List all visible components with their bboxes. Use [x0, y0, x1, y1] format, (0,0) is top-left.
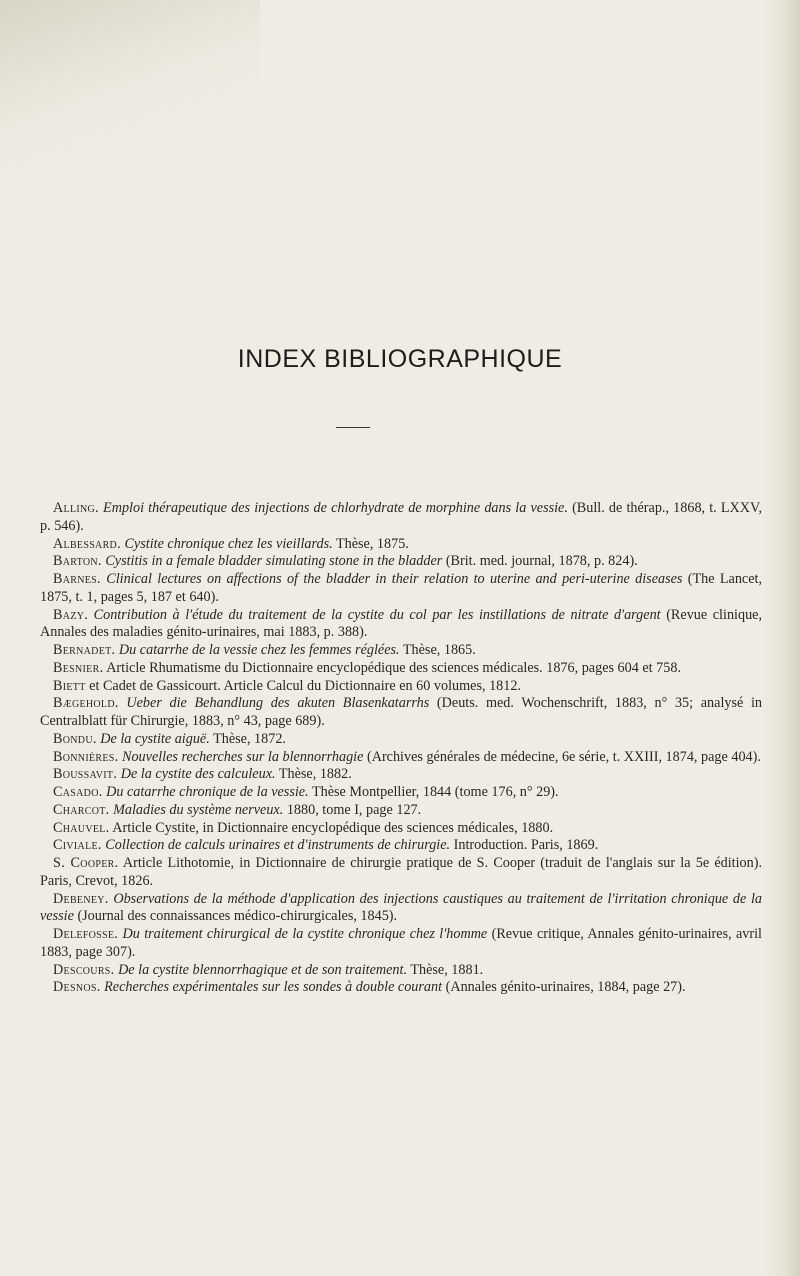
- entry-details: (Journal des connaissances médico-chirurgicales, 1845).: [77, 908, 398, 925]
- entry-author: Bondu.: [53, 730, 97, 747]
- entry-author: Barnes.: [53, 571, 101, 587]
- entry-author: Descours.: [53, 961, 115, 978]
- entry-details: (Brit. med. journal, 1878, p. 824).: [445, 553, 638, 570]
- bibliography-entry: [40, 500, 762, 536]
- entry-details: 1880, tome I, page 127.: [286, 801, 422, 818]
- bibliography-entry: [40, 678, 762, 696]
- entry-title: De la cystite blennorrhagique et de son traitement.: [118, 961, 408, 978]
- entry-author: Delefosse.: [53, 926, 119, 942]
- entry-title: Clinical lectures on affections of the bladder in their relation to uterine and peri-uterine diseases: [106, 571, 683, 587]
- entry-author: Charcot.: [53, 801, 110, 818]
- entry-title: Recherches expérimentales sur les sondes à double courant: [104, 979, 443, 996]
- bibliography-list: [40, 500, 762, 997]
- entry-author: Barton.: [53, 553, 102, 570]
- entry-author: Bernadet.: [53, 642, 116, 658]
- entry-author: S. Cooper.: [53, 855, 119, 871]
- bibliography-entry: [40, 926, 762, 962]
- entry-details: Thèse, 1882.: [278, 766, 352, 783]
- bibliography-entry: [40, 731, 762, 749]
- paper-fold-shadow: [0, 0, 260, 200]
- bibliography-entry: [40, 855, 762, 891]
- entry-title: De la cystite des calculeux.: [120, 766, 276, 783]
- bibliography-entry: [40, 820, 762, 838]
- entry-details: Thèse, 1872.: [213, 730, 286, 747]
- entry-details: (Revue clinique, Annales des maladies génito-urinaires, mai 1883, p. 388).: [40, 606, 763, 641]
- entry-details: Introduction. Paris, 1869.: [453, 837, 599, 854]
- entry-details: Thèse, 1875.: [335, 535, 409, 552]
- entry-title: Collection de calculs urinaires et d'instruments de chirurgie.: [105, 837, 451, 854]
- entry-title: Emploi thérapeutique des injections de chlorhydrate de morphine dans la vessie.: [103, 500, 568, 516]
- entry-author: Bazy.: [53, 606, 89, 623]
- entry-author: Albessard.: [53, 535, 121, 552]
- entry-title: Ueber die Behandlung des akuten Blasenkatarrhs: [126, 695, 430, 712]
- bibliography-entry: [40, 837, 762, 855]
- title-divider: [336, 427, 370, 428]
- entry-details: (Revue critique, Annales génito-urinaires, avril 1883, page 307).: [40, 926, 762, 960]
- entry-title: Maladies du système nerveux.: [113, 801, 284, 818]
- entry-author: Besnier.: [53, 659, 104, 676]
- bibliography-entry: [40, 571, 762, 607]
- entry-details: (Annales génito-urinaires, 1884, page 27).: [445, 979, 686, 996]
- entry-author: Bonnières.: [53, 748, 119, 765]
- entry-author: Civiale.: [53, 837, 102, 854]
- bibliography-entry: [40, 979, 762, 997]
- entry-details: Thèse, 1881.: [410, 961, 484, 978]
- bibliography-entry: [40, 607, 762, 643]
- entry-title: Du catarrhe de la vessie chez les femmes réglées.: [118, 642, 400, 658]
- entry-title: Cystite chronique chez les vieillards.: [124, 535, 333, 552]
- entry-author: Alling.: [53, 500, 99, 516]
- bibliography-entry: [40, 784, 762, 802]
- entry-details: (The Lancet, 1875, t. 1, pages 5, 187 et 640).: [40, 571, 763, 605]
- bibliography-entry: [40, 891, 762, 927]
- entry-details: (Archives générales de médecine, 6e série, t. XXIII, 1874, page 404).: [366, 748, 761, 765]
- entry-author: Debeney.: [53, 890, 109, 907]
- entry-details: Article Cystite, in Dictionnaire encyclopédique des sciences médicales, 1880.: [112, 819, 554, 836]
- bibliography-entry: [40, 536, 762, 554]
- entry-title: Contribution à l'étude du traitement de la cystite du col par les instillations de nitrate d'argent: [93, 606, 661, 623]
- bibliography-entry: [40, 749, 762, 767]
- entry-details: et Cadet de Gassicourt. Article Calcul du Dictionnaire en 60 volumes, 1812.: [89, 677, 521, 694]
- page-edge-shadow: [762, 0, 800, 1276]
- bibliography-entry: [40, 642, 762, 660]
- entry-author: Casado.: [53, 784, 103, 800]
- entry-author: Bægehold.: [53, 695, 119, 712]
- entry-details: Thèse, 1865.: [402, 642, 476, 658]
- bibliography-entry: [40, 962, 762, 980]
- bibliography-entry: [40, 660, 762, 678]
- bibliography-entry: [40, 553, 762, 571]
- entry-title: De la cystite aiguë.: [100, 730, 210, 747]
- entry-details: Thèse Montpellier, 1844 (tome 176, n° 29).: [311, 784, 559, 800]
- entry-author: Desnos.: [53, 979, 101, 996]
- entry-details: (Deuts. med. Wochenschrift, 1883, n° 35; analysé in Centralblatt für Chirurgie, 1883, n° 43, page 689).: [40, 695, 762, 729]
- entry-details: Article Rhumatisme du Dictionnaire encyclopédique des sciences médicales. 1876, pages 604 et 758.: [106, 659, 682, 676]
- entry-author: Biett: [53, 677, 86, 694]
- entry-details: (Bull. de thérap., 1868, t. LXXV, p. 546).: [40, 500, 763, 534]
- page-title: INDEX BIBLIOGRAPHIQUE: [237, 345, 563, 373]
- entry-title: Du traitement chirurgical de la cystite chronique chez l'homme: [122, 926, 488, 942]
- entry-title: Observations de la méthode d'application des injections caustiques au traitement de l'irritation chronique de la vessie: [40, 890, 762, 925]
- entry-author: Chauvel.: [53, 819, 110, 836]
- bibliography-entry: [40, 802, 762, 820]
- entry-title: Du catarrhe chronique de la vessie.: [106, 784, 309, 800]
- entry-details: Article Lithotomie, in Dictionnaire de chirurgie pratique de S. Cooper (traduit de l'anglais sur la 5e édition). Paris, Crevot, 1826.: [40, 855, 763, 889]
- entry-author: Boussavit.: [53, 766, 118, 783]
- bibliography-entry: [40, 766, 762, 784]
- entry-title: Nouvelles recherches sur la blennorrhagie: [122, 748, 364, 765]
- entry-title: Cystitis in a female bladder simulating stone in the bladder: [105, 553, 443, 570]
- bibliography-entry: [40, 695, 762, 731]
